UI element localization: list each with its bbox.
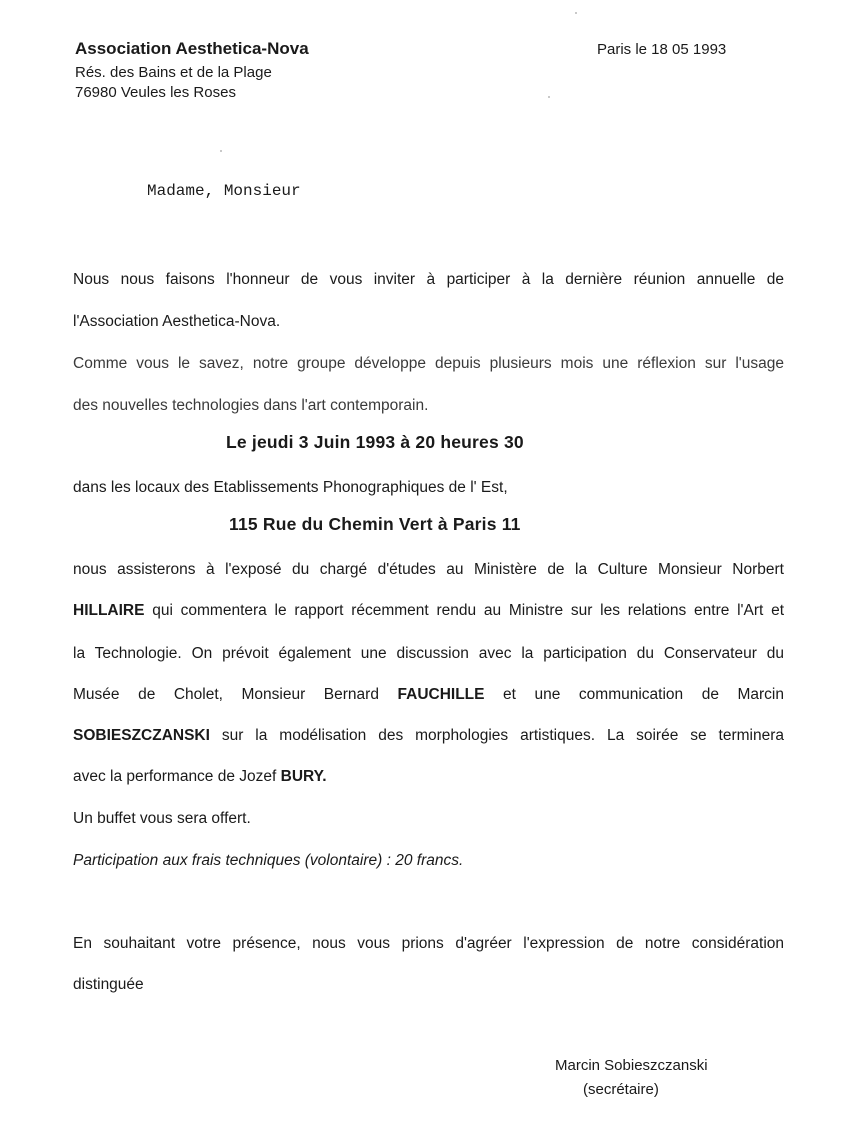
body-text: sur la modélisation des morphologies artistiques. La soirée se terminera (209, 727, 784, 744)
closing-line: distinguée (73, 976, 144, 993)
body-text: qui commentera le rapport récemment rendu au Ministre sur les relations entre l'Art et (144, 602, 784, 619)
salutation: Madame, Monsieur (147, 182, 301, 200)
body-line: Nous nous faisons l'honneur de vous inviter à participer à la dernière réunion annuelle de (73, 271, 784, 288)
venue-intro: dans les locaux des Etablissements Phonographiques de l' Est, (73, 479, 508, 496)
body-text: Musée de Cholet, Monsieur Bernard (73, 686, 398, 703)
person-name-hillaire: HILLAIRE (73, 602, 145, 619)
body-text: avec la performance de Jozef (73, 768, 281, 785)
signatory-name: Marcin Sobieszczanski (555, 1057, 708, 1074)
scan-speck (220, 150, 222, 152)
person-name-fauchille: FAUCHILLE (397, 686, 485, 703)
event-date-heading: Le jeudi 3 Juin 1993 à 20 heures 30 (226, 432, 524, 452)
body-line: la Technologie. On prévoit également une discussion avec la participation du Conservateur du (73, 645, 784, 662)
body-line: l'Association Aesthetica-Nova. (73, 313, 281, 330)
letter-date: Paris le 18 05 1993 (597, 41, 727, 58)
venue-address-heading: 115 Rue du Chemin Vert à Paris 11 (229, 514, 521, 534)
body-line: Comme vous le savez, notre groupe développe depuis plusieurs mois une réflexion sur l'usage (73, 355, 784, 372)
sender-address-line2: 76980 Veules les Roses (75, 84, 236, 101)
body-line (73, 685, 784, 705)
participation-note: Participation aux frais techniques (volontaire) : 20 francs. (73, 852, 464, 869)
body-line (73, 601, 784, 621)
person-name-bury: BURY. (280, 768, 327, 785)
body-text: et une communication de Marcin (484, 686, 784, 703)
body-line (73, 726, 784, 746)
body-line (73, 767, 784, 787)
person-name-sobieszczanski: SOBIESZCZANSKI (73, 727, 210, 744)
scan-speck (548, 96, 550, 98)
closing-line: En souhaitant votre présence, nous vous prions d'agréer l'expression de notre considération (73, 935, 784, 952)
scan-speck (575, 12, 577, 14)
sender-address-line1: Rés. des Bains et de la Plage (75, 64, 272, 81)
signatory-role: (secrétaire) (583, 1081, 659, 1098)
buffet-note: Un buffet vous sera offert. (73, 810, 251, 827)
sender-name: Association Aesthetica-Nova (75, 39, 309, 58)
body-line: nous assisterons à l'exposé du chargé d'études au Ministère de la Culture Monsieur Norbert (73, 561, 784, 578)
body-line: des nouvelles technologies dans l'art contemporain. (73, 397, 429, 414)
